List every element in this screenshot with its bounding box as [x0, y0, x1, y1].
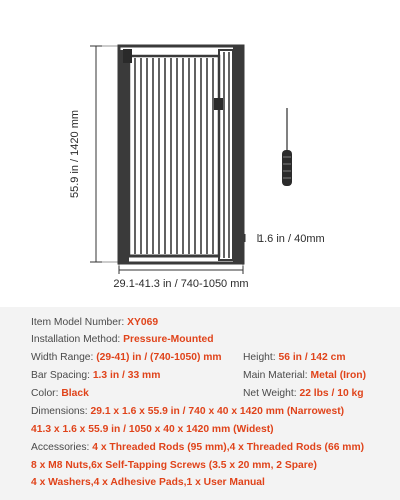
height-dimension	[90, 46, 118, 262]
spec-dimensions-widest: 41.3 x 1.6 x 55.9 in / 1050 x 40 x 1420 mm (Widest)	[31, 424, 274, 435]
spec-installation: Installation Method: Pressure-Mounted	[31, 334, 214, 345]
spec-weight: Net Weight: 22 lbs / 10 kg	[243, 388, 364, 399]
screwdriver-icon	[282, 108, 292, 186]
height-dimension-label: 55.9 in / 1420 mm	[69, 109, 81, 199]
spec-material: Main Material: Metal (Iron)	[243, 370, 367, 381]
spec-accessories: Accessories: 4 x Threaded Rods (95 mm),4 x Threaded Rods (66 mm)	[31, 442, 365, 453]
spec-dimensions: Dimensions: 29.1 x 1.6 x 55.9 in / 740 x 40 x 1420 mm (Narrowest)	[31, 406, 345, 417]
width-dimension-label: 29.1-41.3 in / 740-1050 mm	[113, 278, 249, 290]
spec-accessories-line2: 8 x M8 Nuts,6x Self-Tapping Screws (3.5 x 20 mm, 2 Spare)	[31, 460, 317, 471]
spec-model: Item Model Number: XY069	[31, 317, 159, 328]
spec-width-range: Width Range: (29-41) in / (740-1050) mm	[31, 352, 222, 363]
bar-width-dimension	[245, 234, 258, 242]
spec-height: Height: 56 in / 142 cm	[243, 352, 346, 363]
width-dimension	[119, 264, 243, 274]
specs-panel	[0, 307, 400, 500]
spec-accessories-line3: 4 x Washers,4 x Adhesive Pads,1 x User Manual	[31, 477, 265, 488]
spec-bar-spacing: Bar Spacing: 1.3 in / 33 mm	[31, 370, 161, 381]
spec-color: Color: Black	[31, 388, 89, 399]
bar-width-label: 1.6 in / 40mm	[258, 233, 325, 245]
gate-bars	[135, 52, 229, 258]
